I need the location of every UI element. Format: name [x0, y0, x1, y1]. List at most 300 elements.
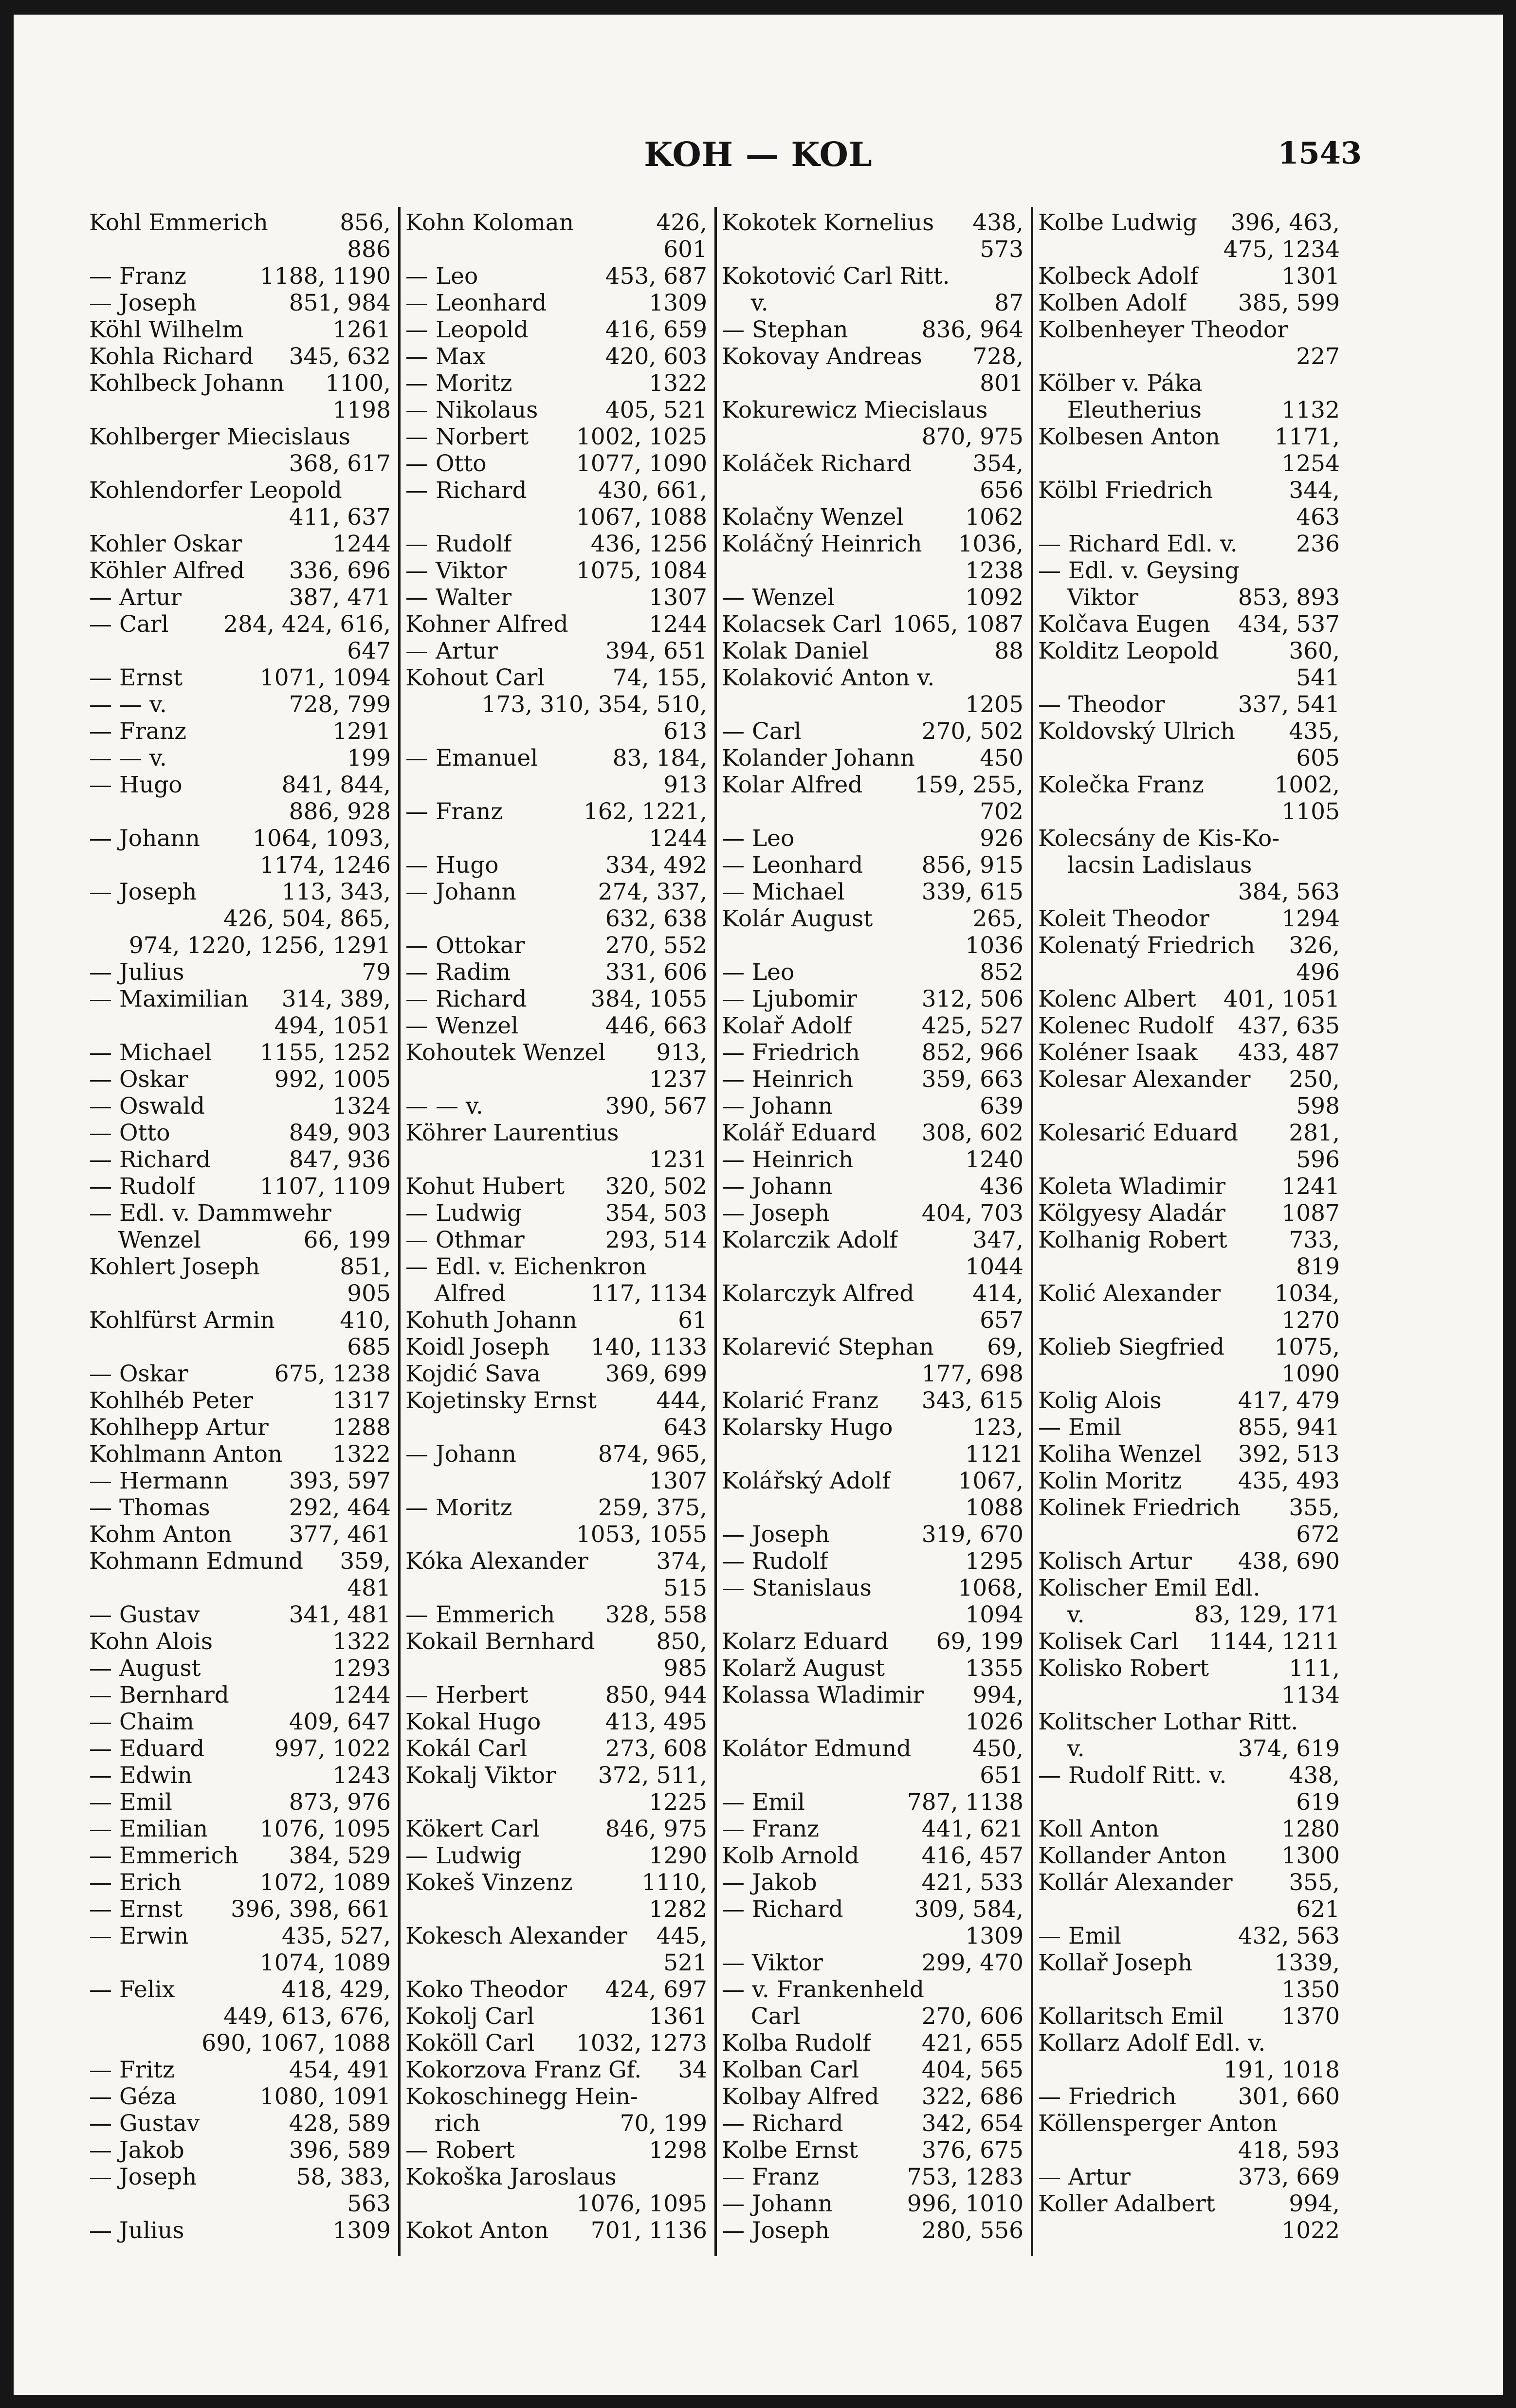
entry-pages: 140, 1133	[590, 1334, 707, 1360]
entry-pages: 274, 337,	[598, 879, 707, 905]
entry-name: Kolečka Franz	[1038, 772, 1204, 798]
entry-name: — Hugo	[89, 772, 183, 798]
entry-pages: 70, 199	[620, 2110, 707, 2137]
entry-line	[1038, 1387, 1340, 1414]
entry-line	[1038, 2164, 1340, 2190]
entry-name: — Gustav	[89, 2110, 200, 2137]
entry-name: Kokot Anton	[405, 2217, 549, 2244]
index-entry	[89, 611, 391, 664]
entry-pages-continued: 1053, 1055	[576, 1521, 707, 1548]
entry-pages: 320, 502	[605, 1173, 707, 1200]
entry-line	[1038, 1120, 1340, 1146]
entry-line	[89, 1039, 391, 1066]
entry-pages-continued: 515	[663, 1575, 707, 1601]
entry-line	[89, 1548, 391, 1575]
index-column-3	[722, 209, 1023, 2254]
index-entry	[722, 986, 1023, 1012]
entry-pages: 1244	[332, 531, 391, 557]
index-entry	[1038, 1869, 1340, 1923]
entry-pages: 994,	[972, 1682, 1023, 1709]
entry-name: Kokoschinegg Hein-	[405, 2083, 638, 2110]
index-entry	[722, 1628, 1023, 1655]
entry-pages: 1317	[332, 1387, 391, 1414]
entry-line	[405, 2137, 707, 2164]
entry-pages: 1322	[649, 370, 707, 397]
entry-name: — Richard	[89, 1146, 211, 1173]
entry-line	[1038, 423, 1340, 450]
entry-pages: 1077, 1090	[576, 450, 707, 477]
entry-name: — Gustav	[89, 1601, 200, 1628]
entry-pages-continued: 449, 613, 676,	[223, 2003, 391, 2030]
index-entry	[722, 2137, 1023, 2164]
entry-name: Kölbl Friedrich	[1038, 477, 1213, 504]
entry-pages-continued: 1238	[965, 557, 1023, 584]
entry-pages: 450	[980, 745, 1023, 772]
index-entry	[405, 1227, 707, 1253]
entry-line	[405, 316, 707, 343]
entry-name: — Nikolaus	[405, 397, 538, 423]
index-entry	[722, 584, 1023, 611]
entry-pages: 385, 599	[1238, 290, 1340, 316]
entry-name: — Edl. v. Eichenkron	[405, 1253, 647, 1280]
entry-pages: 425, 527	[921, 1012, 1023, 1039]
entry-line	[405, 1307, 707, 1334]
entry-name: — Jakob	[722, 1869, 817, 1896]
entry-line	[405, 1601, 707, 1628]
index-entry	[722, 1039, 1023, 1066]
entry-line	[1038, 1816, 1340, 1842]
entry-pages: 199	[347, 745, 391, 772]
entry-name: Koll Anton	[1038, 1816, 1159, 1842]
index-entry	[405, 1441, 707, 1494]
entry-pages: 1295	[965, 1548, 1023, 1575]
entry-pages: 421, 655	[921, 2030, 1023, 2057]
index-entry	[722, 1949, 1023, 1976]
entry-line	[89, 1360, 391, 1387]
entry-pages: 319, 670	[921, 1521, 1023, 1548]
index-entry	[1038, 1039, 1340, 1066]
entry-line	[722, 504, 1023, 531]
entry-line	[722, 450, 1023, 477]
index-entry	[405, 1735, 707, 1762]
index-entry	[1038, 370, 1340, 397]
entry-pages: 639	[980, 1093, 1023, 1120]
entry-line	[405, 1548, 707, 1575]
entry-name: Kohl Emmerich	[89, 209, 268, 236]
entry-name: Kolban Carl	[722, 2057, 859, 2083]
index-entry	[722, 1842, 1023, 1869]
entry-line	[405, 1869, 707, 1896]
entry-line	[722, 1816, 1023, 1842]
entry-name: — Julius	[89, 2217, 184, 2244]
entry-name: Kolesar Alexander	[1038, 1066, 1251, 1093]
entry-name: Kolesarić Eduard	[1038, 1120, 1239, 1146]
entry-name: — Walter	[405, 584, 512, 611]
entry-line	[89, 1441, 391, 1468]
entry-pages: 334, 492	[605, 852, 707, 879]
entry-line	[89, 1146, 391, 1173]
entry-line	[1038, 1039, 1340, 1066]
entry-pages-continued: 573	[980, 236, 1023, 263]
entry-line	[722, 879, 1023, 905]
entry-name: Kolisch Artur	[1038, 1548, 1192, 1575]
index-entry	[405, 1842, 707, 1869]
entry-name: — Otto	[89, 1120, 170, 1146]
index-entry	[405, 745, 707, 798]
entry-pages-continued: 1282	[649, 1896, 707, 1923]
entry-line	[89, 2057, 391, 2083]
entry-name: Kolbe Ludwig	[1038, 209, 1197, 236]
entry-name: — Emil	[722, 1789, 805, 1816]
entry-line	[1038, 531, 1340, 557]
entry-pages: 392, 513	[1238, 1441, 1340, 1468]
entry-line	[405, 2057, 707, 2083]
entry-name: Koláčný Heinrich	[722, 531, 922, 557]
entry-line	[89, 1762, 391, 1789]
entry-name: Kolander Johann	[722, 745, 915, 772]
index-entry	[722, 611, 1023, 638]
entry-pages-continued: 905	[347, 1280, 391, 1307]
entry-pages-continued: 1198	[332, 397, 391, 423]
entry-pages: 441, 621	[921, 1816, 1023, 1842]
entry-name: Koleit Theodor	[1038, 905, 1210, 932]
entry-pages: 123,	[972, 1414, 1023, 1441]
entry-pages: 1241	[1281, 1173, 1340, 1200]
index-entry	[405, 1682, 707, 1709]
index-entry	[722, 2030, 1023, 2057]
entry-name: — Johann	[405, 879, 516, 905]
entry-pages: 396, 589	[289, 2137, 391, 2164]
entry-name: — Max	[405, 343, 486, 370]
entry-line	[89, 531, 391, 557]
entry-line	[89, 343, 391, 370]
entry-name: — Jakob	[89, 2137, 184, 2164]
entry-pages: 850, 944	[605, 1682, 707, 1709]
entry-name: Koldovský Ulrich	[1038, 718, 1235, 745]
index-entry	[405, 1628, 707, 1682]
entry-pages: 416, 659	[605, 316, 707, 343]
index-entry	[89, 1227, 391, 1253]
entry-line	[405, 1039, 707, 1066]
entry-line	[405, 1173, 707, 1200]
entry-pages: 1370	[1281, 2003, 1340, 2030]
entry-name: — Ljubomir	[722, 986, 858, 1012]
entry-name: Viktor	[1038, 584, 1139, 611]
entry-line	[405, 557, 707, 584]
entry-line	[722, 772, 1023, 798]
entry-name: — Chaim	[89, 1709, 194, 1735]
entry-name: — Norbert	[405, 423, 529, 450]
index-entry	[1038, 423, 1340, 477]
index-entry	[1038, 2003, 1340, 2030]
index-entry	[405, 397, 707, 423]
entry-pages: 250,	[1289, 1066, 1340, 1093]
entry-pages: 1062	[965, 504, 1023, 531]
index-entry	[405, 2003, 707, 2030]
entry-pages: 444,	[656, 1387, 707, 1414]
entry-pages-continued: 647	[347, 638, 391, 664]
entry-line	[722, 718, 1023, 745]
entry-line	[1038, 2083, 1340, 2110]
entry-line	[405, 986, 707, 1012]
entry-line	[1038, 905, 1340, 932]
entry-line	[89, 1789, 391, 1816]
index-entry	[405, 664, 707, 745]
entry-pages: 359,	[340, 1548, 391, 1575]
entry-line	[89, 370, 391, 397]
index-entry	[405, 1548, 707, 1601]
entry-line	[405, 1976, 707, 2003]
entry-pages: 453, 687	[605, 263, 707, 290]
entry-line	[405, 1227, 707, 1253]
entry-line	[405, 1923, 707, 1949]
entry-name: — Emil	[89, 1789, 172, 1816]
entry-name: Eleutherius	[1038, 397, 1202, 423]
entry-name: — Johann	[89, 825, 200, 852]
entry-name: Kohner Alfred	[405, 611, 568, 638]
entry-name: Kolaković Anton v.	[722, 664, 935, 691]
entry-line	[405, 1387, 707, 1414]
entry-name: Kolačny Wenzel	[722, 504, 904, 531]
entry-name: Wenzel	[89, 1227, 201, 1253]
entry-line	[89, 691, 391, 718]
index-entry	[722, 1816, 1023, 1842]
page-header	[14, 135, 1503, 179]
entry-pages	[386, 1200, 391, 1227]
entry-name: Kohm Anton	[89, 1521, 232, 1548]
entry-name: Koláček Richard	[722, 450, 912, 477]
entry-pages-continued: 1044	[965, 1253, 1023, 1280]
entry-pages-continued: 657	[980, 1307, 1023, 1334]
entry-name: Kolarczik Adolf	[722, 1227, 898, 1253]
entry-name: — Hermann	[89, 1468, 229, 1494]
entry-pages: 1339,	[1274, 1949, 1340, 1976]
index-entry	[89, 1387, 391, 1414]
index-entry	[1038, 1601, 1340, 1628]
entry-pages-continued: 1076, 1095	[576, 2190, 707, 2217]
entry-line	[89, 1923, 391, 1949]
entry-name: Kokotović Carl Ritt.	[722, 263, 950, 290]
entry-line	[722, 745, 1023, 772]
index-entry	[722, 1682, 1023, 1735]
entry-line	[722, 1789, 1023, 1816]
index-entry	[89, 1039, 391, 1066]
entry-pages: 1361	[649, 2003, 707, 2030]
entry-line	[1038, 1869, 1340, 1896]
entry-name: — Leonhard	[405, 290, 547, 316]
entry-pages: 293, 514	[605, 1227, 707, 1253]
entry-pages: 1309	[332, 2217, 391, 2244]
entry-line	[89, 1735, 391, 1762]
index-entry	[1038, 2190, 1340, 2244]
entry-pages: 1068,	[958, 1575, 1023, 1601]
entry-name: Kollarz Adolf Edl. v.	[1038, 2030, 1266, 2057]
index-entry	[722, 905, 1023, 959]
index-entry	[89, 343, 391, 370]
entry-pages: 787, 1138	[907, 1789, 1023, 1816]
entry-pages	[386, 477, 391, 504]
entry-pages: 426,	[656, 209, 707, 236]
index-entry	[722, 745, 1023, 772]
entry-name: Kokál Carl	[405, 1735, 528, 1762]
entry-pages: 410,	[340, 1307, 391, 1334]
column-divider	[1031, 207, 1033, 2256]
entry-pages: 360,	[1289, 638, 1340, 664]
entry-line	[405, 2217, 707, 2244]
entry-line	[405, 798, 707, 825]
entry-pages-continued: 368, 617	[289, 450, 391, 477]
index-entry	[1038, 638, 1340, 691]
entry-line	[405, 531, 707, 557]
entry-pages-continued: 521	[663, 1949, 707, 1976]
entry-line	[89, 1842, 391, 1869]
entry-line	[89, 2083, 391, 2110]
entry-pages: 1300	[1281, 1842, 1340, 1869]
entry-pages: 1076, 1095	[259, 1816, 391, 1842]
entry-name: — Stephan	[722, 316, 848, 343]
entry-pages-continued: 985	[663, 1655, 707, 1682]
entry-pages: 1072, 1089	[259, 1869, 391, 1896]
index-entry	[405, 1869, 707, 1923]
entry-line	[722, 1842, 1023, 1869]
entry-pages: 851,	[340, 1253, 391, 1280]
entry-pages: 312, 506	[921, 986, 1023, 1012]
entry-name: Kolbenheyer Theodor	[1038, 316, 1288, 343]
entry-name: — Moritz	[405, 370, 512, 397]
entry-name: — Oskar	[89, 1360, 188, 1387]
entry-pages: 438,	[972, 209, 1023, 236]
entry-name: Köhrer Laurentius	[405, 1120, 619, 1146]
entry-pages: 270, 502	[921, 718, 1023, 745]
entry-name: rich	[405, 2110, 480, 2137]
entry-name: — Joseph	[89, 290, 197, 316]
entry-name: — Oswald	[89, 1093, 205, 1120]
entry-name: — Fritz	[89, 2057, 175, 2083]
entry-name: — Herbert	[405, 1682, 529, 1709]
index-entry	[89, 1789, 391, 1816]
index-entry	[722, 1521, 1023, 1548]
index-entry	[89, 879, 391, 959]
index-entry	[89, 959, 391, 986]
entry-pages: 355,	[1289, 1494, 1340, 1521]
index-entry	[722, 1548, 1023, 1575]
entry-name: Kolarz Eduard	[722, 1628, 889, 1655]
entry-name: Kohlberger Miecislaus	[89, 423, 351, 450]
entry-line	[722, 825, 1023, 852]
index-entry	[1038, 1842, 1340, 1869]
entry-pages: 384, 1055	[590, 986, 707, 1012]
entry-pages: 384, 563	[1238, 879, 1340, 905]
entry-name: — Michael	[89, 1039, 212, 1066]
index-entry	[722, 263, 1023, 290]
entry-name: — Richard	[722, 1896, 843, 1923]
entry-name: lacsin Ladislaus	[1038, 852, 1252, 879]
entry-line	[1038, 718, 1340, 745]
entry-pages-continued: 1026	[965, 1709, 1023, 1735]
index-entry	[1038, 718, 1340, 772]
entry-pages: 354,	[972, 450, 1023, 477]
entry-name: — Artur	[405, 638, 498, 664]
page-number: 1543	[1278, 135, 1362, 171]
entry-pages: 1188, 1190	[259, 263, 391, 290]
entry-name: Kolbesen Anton	[1038, 423, 1220, 450]
entry-name: Kolhanig Robert	[1038, 1227, 1227, 1253]
entry-pages-continued: 1121	[965, 1441, 1023, 1468]
entry-name: — Wenzel	[722, 584, 835, 611]
index-entry	[89, 1360, 391, 1387]
entry-line	[1038, 397, 1340, 423]
entry-pages: 418, 429,	[281, 1976, 391, 2003]
entry-pages-continued: 1105	[1281, 798, 1340, 825]
entry-pages-continued: 1067, 1088	[576, 504, 707, 531]
entry-pages: 850,	[656, 1628, 707, 1655]
index-entry	[722, 1896, 1023, 1949]
index-entry	[722, 2217, 1023, 2244]
entry-name: — Emil	[1038, 1414, 1121, 1441]
entry-pages-continued: 1022	[1281, 2217, 1340, 2244]
entry-pages	[1019, 664, 1023, 691]
entry-pages: 83, 184,	[612, 745, 707, 772]
index-entry	[722, 343, 1023, 397]
entry-pages: 331, 606	[605, 959, 707, 986]
entry-line	[89, 772, 391, 798]
entry-pages	[702, 2164, 707, 2190]
index-entry	[405, 1762, 707, 1816]
index-entry	[89, 1601, 391, 1628]
entry-line	[1038, 1012, 1340, 1039]
entry-name: — Julius	[89, 959, 184, 986]
entry-name: Carl	[722, 2003, 801, 2030]
entry-line	[89, 1468, 391, 1494]
entry-pages: 345, 632	[289, 343, 391, 370]
entry-name: — v. Frankenheld	[722, 1976, 924, 2003]
entry-pages: 836, 964	[921, 316, 1023, 343]
entry-pages-continued: 598	[1296, 1093, 1340, 1120]
index-entry	[1038, 1923, 1340, 1949]
entry-pages: 83, 129, 171	[1194, 1601, 1340, 1628]
index-entry	[722, 397, 1023, 450]
entry-name: — Otto	[405, 450, 487, 477]
entry-line	[722, 852, 1023, 879]
index-entry	[405, 986, 707, 1012]
entry-pages-continued: 605	[1296, 745, 1340, 772]
running-head: KOH — KOL	[644, 135, 873, 174]
index-entry	[1038, 1494, 1340, 1548]
entry-pages: 281,	[1289, 1120, 1340, 1146]
entry-line	[89, 1709, 391, 1735]
entry-line	[405, 209, 707, 236]
entry-pages: 454, 491	[289, 2057, 391, 2083]
entry-name: — Joseph	[722, 1200, 830, 1227]
entry-name: — Ernst	[89, 1896, 183, 1923]
entry-name: — Erwin	[89, 1923, 189, 1949]
entry-line	[1038, 1949, 1340, 1976]
index-entry	[722, 1468, 1023, 1521]
entry-pages: 733,	[1289, 1227, 1340, 1253]
entry-line	[405, 959, 707, 986]
entry-pages: 343, 615	[921, 1387, 1023, 1414]
index-entry	[722, 1387, 1023, 1414]
index-entry	[89, 1628, 391, 1655]
entry-name: Kohlmann Anton	[89, 1441, 283, 1468]
entry-line	[405, 290, 707, 316]
entry-pages: 280, 556	[921, 2217, 1023, 2244]
entry-pages	[1335, 1575, 1340, 1601]
entry-line	[1038, 1173, 1340, 1200]
index-entry	[89, 1896, 391, 1923]
entry-pages: 413, 495	[605, 1709, 707, 1735]
entry-line	[405, 1628, 707, 1655]
